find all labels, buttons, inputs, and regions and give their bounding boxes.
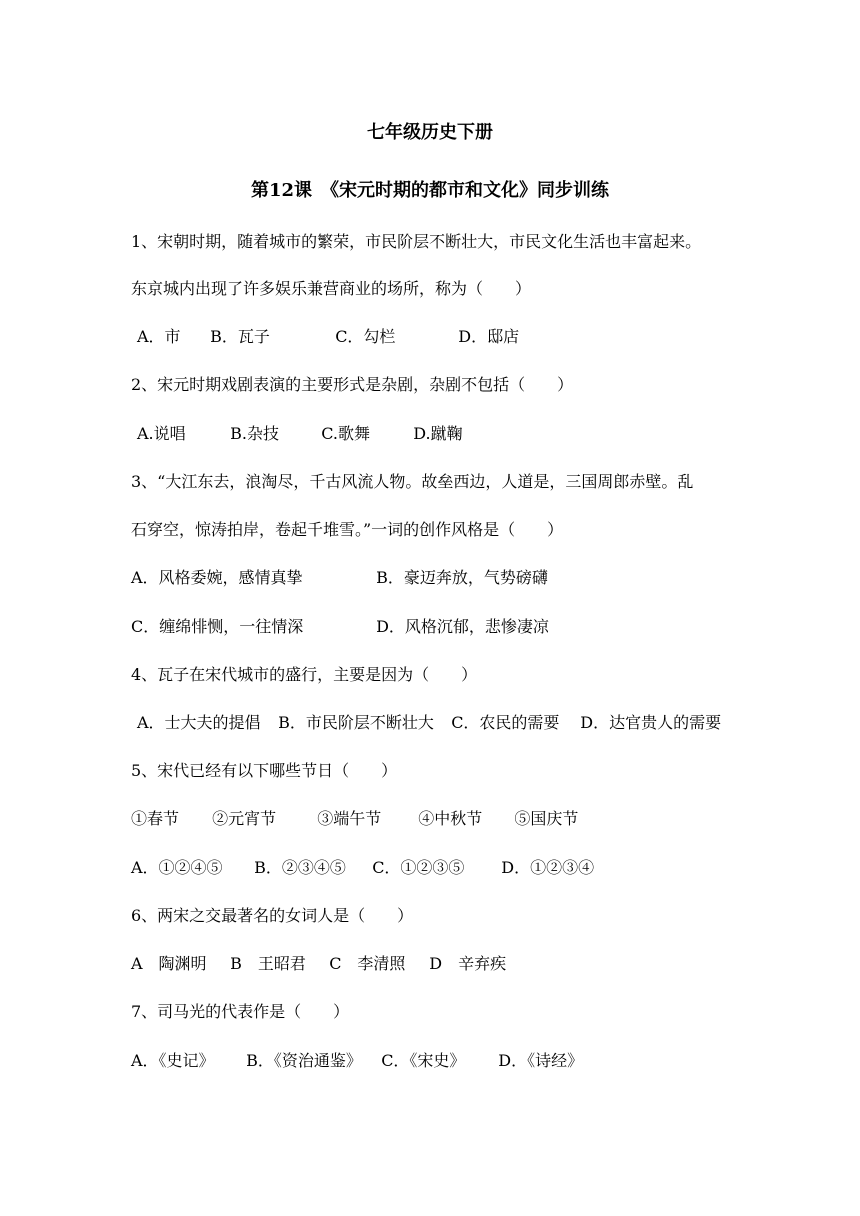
question-5-item-4: ④中秋节 — [418, 809, 483, 828]
question-1-option-d: D．邸店 — [458, 327, 520, 346]
question-5-item-2: ②元宵节 — [212, 809, 277, 828]
question-2-options — [137, 424, 463, 444]
question-2-option-a: A.说唱 — [137, 424, 186, 443]
question-6-option-a: A 陶渊明 — [131, 954, 207, 973]
question-4-option-a: A．士大夫的提倡 — [137, 713, 261, 732]
question-4-option-d: D．达官贵人的需要 — [580, 713, 722, 732]
question-5-options — [131, 858, 594, 878]
question-7-option-b: B．《资治通鉴》 — [246, 1051, 362, 1070]
question-3-options-row-1 — [131, 568, 548, 588]
question-6-options — [131, 954, 506, 974]
question-7-options — [131, 1051, 583, 1071]
question-7-option-a: A．《史记》 — [131, 1051, 215, 1070]
question-6-option-d: D 辛弃疾 — [429, 954, 507, 973]
question-5-option-d: D．①②③④ — [501, 858, 595, 877]
question-1-line-2: 东京城内出现了许多娱乐兼营商业的场所，称为（ ） — [131, 279, 532, 298]
question-5-option-c: C．①②③⑤ — [372, 858, 465, 877]
question-7-option-c: C．《宋史》 — [381, 1051, 466, 1070]
question-5-items — [131, 809, 578, 829]
lesson-title: 第12课 《宋元时期的都市和文化》同步训练 — [250, 180, 610, 201]
question-7-line-1: 7、司马光的代表作是（ ） — [131, 1002, 350, 1021]
question-1-options — [137, 327, 519, 347]
document-title: 七年级历史下册 — [367, 122, 493, 143]
question-6-option-b: B 王昭君 — [230, 954, 306, 973]
question-4-line-1: 4、瓦子在宋代城市的盛行，主要是因为（ ） — [131, 665, 478, 684]
question-3-option-b: B．豪迈奔放，气势磅礴 — [376, 568, 548, 587]
question-5-item-3: ③端午节 — [317, 809, 382, 828]
question-3-option-d: D．风格沉郁，悲惨凄凉 — [376, 617, 549, 636]
question-6-option-c: C 李清照 — [329, 954, 406, 973]
question-2-line-1: 2、宋元时期戏剧表演的主要形式是杂剧，杂剧不包括（ ） — [131, 375, 574, 394]
question-5-option-a: A．①②④⑤ — [131, 858, 223, 877]
question-6-line-1: 6、两宋之交最著名的女词人是（ ） — [131, 906, 414, 925]
question-3-option-c: C．缠绵悱恻，一往情深 — [131, 617, 304, 636]
question-3-option-a: A．风格委婉，感情真挚 — [131, 568, 303, 587]
question-3-line-1: 3、“大江东去，浪淘尽，千古风流人物。故垒西边，人道是，三国周郎赤壁。乱 — [131, 472, 694, 491]
question-1-option-a: A．市 — [137, 327, 181, 346]
question-5-option-b: B．②③④⑤ — [254, 858, 346, 877]
question-3-line-2: 石穿空，惊涛拍岸，卷起千堆雪。”一词的创作风格是（ ） — [131, 520, 564, 539]
question-4-option-b: B．市民阶层不断壮大 — [278, 713, 434, 732]
question-1-option-c: C．勾栏 — [335, 327, 396, 346]
question-4-options — [137, 713, 721, 733]
question-2-option-d: D.蹴鞠 — [413, 424, 463, 443]
question-7-option-d: D．《诗经》 — [498, 1051, 584, 1070]
question-4-option-c: C．农民的需要 — [451, 713, 560, 732]
question-1-option-b: B．瓦子 — [210, 327, 270, 346]
question-3-options-row-2 — [131, 617, 549, 637]
question-5-item-1: ①春节 — [131, 809, 180, 828]
question-1-line-1: 1、宋朝时期，随着城市的繁荣，市民阶层不断壮大，市民文化生活也丰富起来。 — [131, 232, 702, 251]
question-5-item-5: ⑤国庆节 — [514, 809, 579, 828]
question-2-option-b: B.杂技 — [230, 424, 279, 443]
question-5-line-1: 5、宋代已经有以下哪些节日（ ） — [131, 761, 398, 780]
question-2-option-c: C.歌舞 — [321, 424, 370, 443]
